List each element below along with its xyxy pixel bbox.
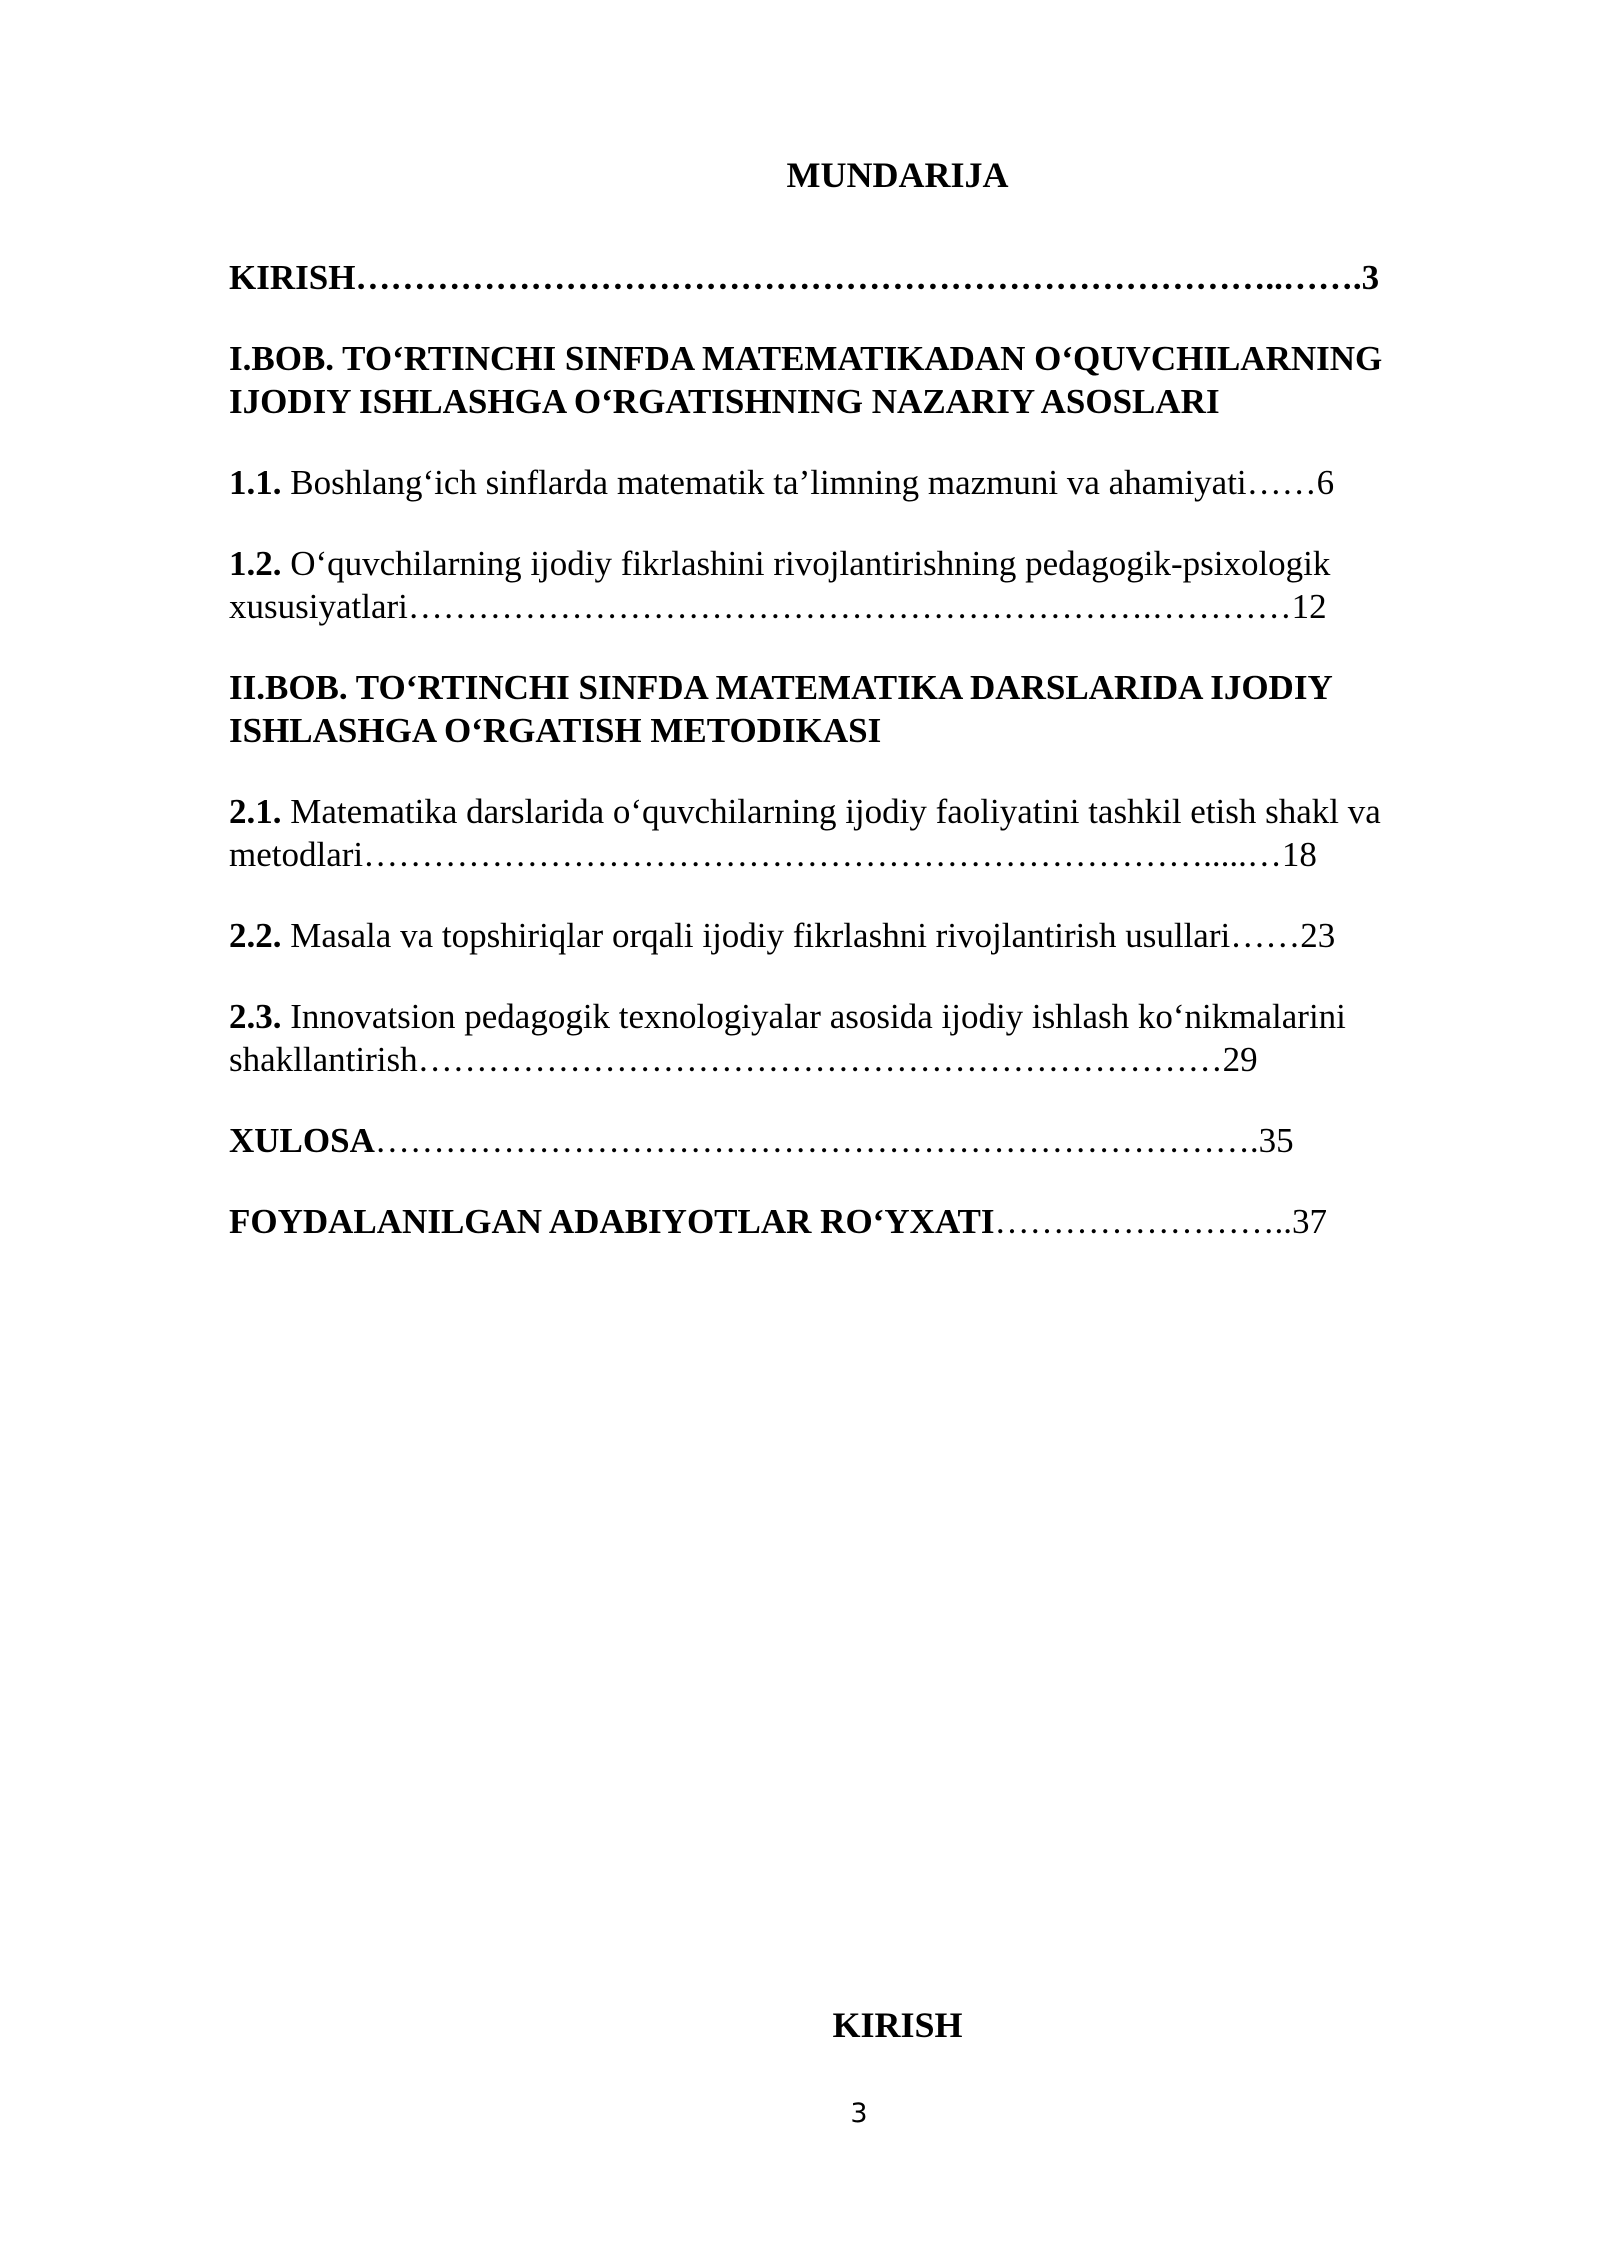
toc-heading: MUNDARIJA — [786, 155, 1009, 195]
toc-entry-2-3 — [229, 995, 1479, 1081]
toc-entry-xulosa-label: XULOSA — [229, 1121, 375, 1160]
toc-entry-adabiyotlar-label: FOYDALANILGAN ADABIYOTLAR RO‘YXATI — [229, 1202, 995, 1241]
toc-chapter-2 — [229, 666, 1479, 752]
toc-entry-xulosa — [229, 1119, 1479, 1162]
toc-entry-1-1-number: 1.1. — [229, 463, 282, 502]
toc-chapter-2-line2: ISHLASHGA O‘RGATISH METODIKASI — [229, 711, 882, 750]
toc-entry-2-2-text: Masala va topshiriqlar orqali ijodiy fikrlashni rivojlantirish usullari……23 — [281, 916, 1336, 955]
toc-entry-xulosa-leader: ………………………………………………………………….35 — [374, 1121, 1294, 1160]
toc-entry-2-3-number: 2.3. — [229, 997, 282, 1036]
toc-entry-adabiyotlar — [229, 1200, 1479, 1243]
toc-chapter-1-line2: IJODIY ISHLASHGA O‘RGATISHNING NAZARIY ASOSLARI — [229, 382, 1220, 421]
toc-entry-1-1-text: Boshlang‘ich sinflarda matematik ta’limning mazmuni va ahamiyati……6 — [281, 463, 1335, 502]
toc-entry-2-2 — [229, 914, 1479, 957]
toc-entry-1-1 — [229, 461, 1479, 504]
toc-entry-2-2-number: 2.2. — [229, 916, 282, 955]
toc-entry-1-2-number: 1.2. — [229, 544, 282, 583]
toc-entry-1-2-line1: O‘quvchilarning ijodiy fikrlashini rivojlantirishning pedagogik-psixologik — [281, 544, 1331, 583]
toc-chapter-1-line1: I.BOB. TO‘RTINCHI SINFDA MATEMATIKADAN O‘QUVCHILARNING — [229, 339, 1383, 378]
table-of-contents — [229, 256, 1479, 1281]
toc-entry-1-2-line2: xususiyatlari……………………………………………………….…………12 — [229, 587, 1327, 626]
toc-entry-kirish — [229, 256, 1479, 299]
toc-entry-2-1-line2: metodlari……………………………………………………………….....…18 — [229, 835, 1317, 874]
toc-entry-2-1-line1: Matematika darslarida o‘quvchilarning ijodiy faoliyatini tashkil etish shakl va — [281, 792, 1381, 831]
toc-entry-2-3-line1: Innovatsion pedagogik texnologiyalar asosida ijodiy ishlash ko‘nikmalarini — [281, 997, 1346, 1036]
toc-entry-2-3-line2: shakllantirish……………………………………………………………29 — [229, 1040, 1258, 1079]
section-heading-kirish: KIRISH — [832, 2005, 963, 2045]
toc-entry-1-2 — [229, 542, 1479, 628]
section-heading-wrap — [0, 2003, 1600, 2047]
toc-chapter-2-line1: II.BOB. TO‘RTINCHI SINFDA MATEMATIKA DARSLARIDA IJODIY — [229, 668, 1333, 707]
toc-entry-2-1-number: 2.1. — [229, 792, 282, 831]
page-number-wrap — [0, 2098, 1600, 2130]
toc-entry-2-1 — [229, 790, 1479, 876]
toc-heading-wrap — [0, 153, 1600, 197]
page-number: 3 — [850, 2098, 868, 2129]
toc-chapter-1 — [229, 337, 1479, 423]
toc-entry-kirish-text: KIRISH……………………………………………………………………..…….3 — [229, 258, 1380, 297]
toc-entry-adabiyotlar-leader: ……………………..37 — [994, 1202, 1328, 1241]
